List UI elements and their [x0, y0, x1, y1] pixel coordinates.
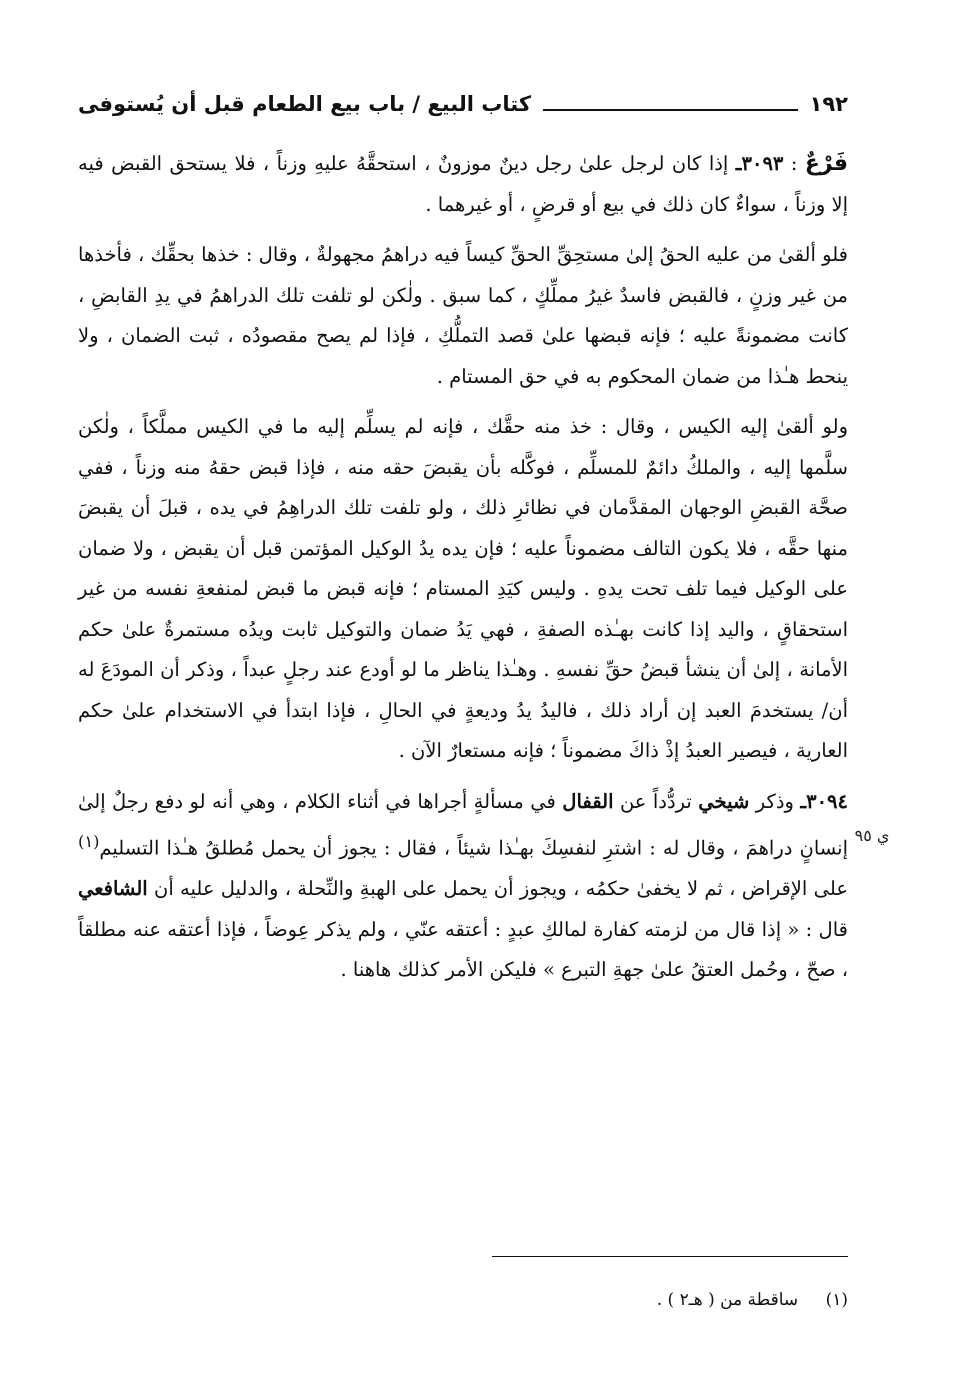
scholar-name: شيخي	[698, 789, 750, 813]
running-title: كتاب البيع / باب بيع الطعام قبل أن يُستوفى	[78, 92, 532, 116]
footnote-divider	[492, 1256, 848, 1257]
header-rule	[543, 109, 798, 111]
section-lead-word: فَرْعٌ	[804, 151, 849, 176]
paragraph-2: فلو ألقىٰ من عليه الحقُ إلىٰ مستحِقِّ الحقِّ كيساً فيه دراهمُ مجهولةٌ ، وقال : خذها بحقِّك ، فأخذها من غير وزنٍ ، فالقبض فاسدٌ غيرُ مملِّكٍ ، كما سبق . ولٰكن لو تلفت تلك الدراهمُ في يدِ القابضِ ، كانت مضمونةً عليه ؛ فإنه قبضها علىٰ قصد التملُّكِ ، فإذا لم يصح مقصودُه ، ثبت الضمان ، ولا ينحط هـٰذا من ضمان المحكوم به في حق المستام .	[78, 243, 848, 388]
text-segment: على الإقراض ، ثم لا يخفىٰ حكمُه ، ويجوز أن يحمل على الهبةِ والنِّحلة ، والدليل عليه أن	[154, 877, 848, 900]
text-segment: في مسألةٍ أجراها في أثناء الكلام ، وهي أنه لو دفع رجلٌ إلىٰ إنسانٍ دراهمَ ، وقال له : اشترِ لنفسِكَ بهـٰذا شيئاً ، فقال : يجوز أن يحمل مُطلقُ هـٰذا التسليم	[78, 789, 848, 860]
paragraph-3094	[78, 782, 848, 991]
footnote-text: ساقطة من ( هـ٢ ) .	[656, 1290, 799, 1310]
paragraph-3093	[78, 144, 848, 225]
lead-colon: :	[783, 152, 798, 175]
section-number-3093: ٣٠٩٣ـ	[735, 152, 784, 175]
page-header	[78, 84, 848, 124]
text-segment: تردُّداً عن	[619, 789, 692, 813]
scholar-name: القفال	[562, 789, 614, 813]
section-number-3094: ٣٠٩٤ـ	[800, 789, 848, 813]
footnote-number: (١)	[825, 1290, 848, 1310]
paragraph-3: ولو ألقىٰ إليه الكيس ، وقال : خذ منه حقَّك ، فإنه لم يسلِّم إليه ما في الكيس مملَّكاً ، ولٰكن سلَّمها إليه ، والملكُ دائمٌ للمسلِّم ، فوكَّله بأن يقبضَ حقه منه ، فإذا قبض حقهُ منه وزناً ، ففي صحَّة القبضِ الوجهان المقدَّمان في نظائرِ ذلك ، ولو تلفت تلك الدراهِمُ في يده ، قبلَ أن يقبضَ منها حقَّه ، فلا يكون التالف مضموناً عليه ؛ فإن يده يدُ الوكيل المؤتمن قبل أن يقبض ، ولا ضمان على الوكيل فيما تلف تحت يدهِ . وليس كيَدِ المستام ؛ فإنه قبض ما قبض لمنفعةِ نفسه من غير استحقاقٍ ، واليد إذا كانت بهـٰذه الصفةِ ، فهي يَدُ ضمان والتوكيل ثابت ويدُه مستمرةٌ علىٰ حكم الأمانة ، إلىٰ أن ينشأ قبضُ حقِّ نفسهِ . وهـٰذا يناظر ما لو أودع عند رجلٍ عبداً ، وذكر أن المودَعَ له أن/ يستخدمَ العبد إن أراد ذلك ، فاليدُ يدُ وديعةٍ في الحالِ ، فإذا ابتدأ في الاستخدام علىٰ حكم العارية ، فيصير العبدُ إذْ ذاكَ مضموناً ؛ فإنه مستعارٌ الآن .	[78, 415, 848, 762]
main-text	[78, 144, 848, 991]
footnote-ref[interactable]: (١)	[78, 832, 100, 851]
scholar-name: الشافعي	[78, 877, 148, 900]
footnote	[78, 1290, 848, 1310]
text-segment: وذكر	[755, 789, 794, 813]
manuscript-page-marker: ي ٩٥	[854, 826, 890, 845]
page-number: ١٩٢	[809, 92, 848, 116]
section-text-3093: إذا كان لرجل علىٰ رجل دينٌ موزونٌ ، استحقَّهُ عليهِ وزناً ، فلا يستحق القبض فيه إلا وزناً ، سواءٌ كان ذلك في بيع أو قرضٍ ، أو غيرهما .	[78, 152, 848, 216]
text-segment: قال : « إذا قال من لزمته كفارة لمالكِ عبدٍ : أعتقه عنّي ، ولم يذكر عِوضاً ، فإذا أعتقه عنه مطلقاً ، صحّ ، وحُمل العتقُ علىٰ جهةِ التبرع » فليكن الأمر كذلك هاهنا .	[78, 917, 848, 981]
